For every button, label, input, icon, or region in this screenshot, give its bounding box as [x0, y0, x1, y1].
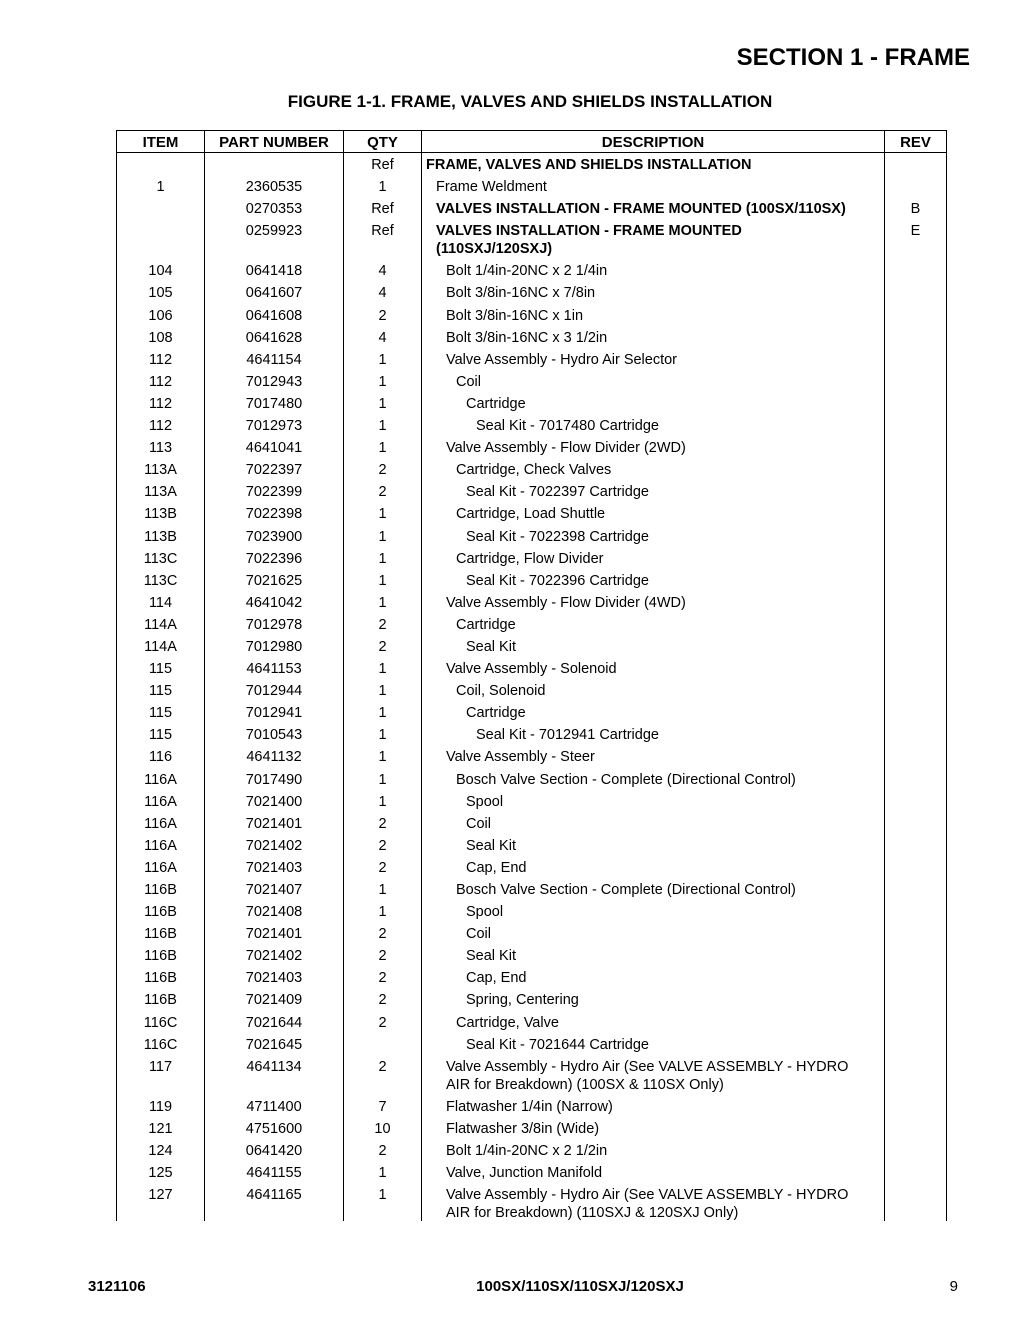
description-text: Coil — [466, 926, 491, 943]
description-cell — [456, 616, 880, 634]
table-row — [117, 591, 946, 613]
part-number-cell: 7012973 — [245, 418, 303, 435]
description-cell — [466, 638, 880, 656]
footer-models: 100SX/110SX/110SXJ/120SXJ — [476, 1278, 684, 1295]
description-text: Valve Assembly - Flow Divider (4WD) — [446, 594, 686, 611]
qty-cell: 1 — [378, 528, 387, 545]
part-number-cell: 7021401 — [245, 926, 303, 943]
part-number-cell: 7023900 — [245, 528, 303, 545]
item-cell: 116C — [143, 1036, 178, 1053]
item-cell: 115 — [148, 705, 173, 722]
qty-cell: 2 — [378, 948, 387, 965]
qty-cell: 2 — [378, 1014, 387, 1031]
item-cell: 127 — [148, 1187, 173, 1204]
description-cell — [436, 222, 880, 258]
description-text: Bosch Valve Section - Complete (Directional Control) — [456, 882, 796, 898]
description-cell — [456, 771, 880, 789]
description-text: Seal Kit - 7022398 Cartridge — [466, 528, 649, 545]
description-cell — [456, 881, 880, 899]
item-cell: 116B — [144, 882, 177, 898]
item-cell: 115 — [148, 683, 173, 700]
description-cell — [446, 594, 880, 612]
qty-cell: 2 — [378, 815, 387, 832]
description-text: Seal Kit — [466, 837, 516, 854]
description-text: Seal Kit — [466, 638, 516, 655]
description-cell — [446, 1120, 880, 1138]
table-row — [117, 1161, 946, 1183]
description-text: Seal Kit - 7021644 Cartridge — [466, 1036, 649, 1053]
table-row — [117, 219, 946, 259]
table-row — [117, 304, 946, 326]
qty-cell: 1 — [378, 727, 387, 744]
part-number-cell: 0270353 — [245, 201, 303, 218]
qty-cell: 2 — [378, 859, 387, 876]
footer-page-number: 9 — [949, 1278, 958, 1295]
qty-cell: 2 — [378, 1058, 387, 1075]
part-number-cell: 4751600 — [245, 1120, 303, 1137]
description-text: Cartridge — [456, 616, 516, 633]
item-cell: 106 — [148, 307, 173, 324]
description-text: Valve Assembly - Solenoid — [446, 661, 617, 678]
qty-cell: 1 — [378, 749, 387, 766]
description-text: Bolt 3/8in-16NC x 1in — [446, 307, 584, 324]
section-title: SECTION 1 - FRAME — [736, 44, 970, 71]
table-row — [117, 392, 946, 414]
table-row — [117, 1183, 946, 1223]
part-number-cell: 7021644 — [245, 1014, 303, 1031]
description-text: Bolt 1/4in-20NC x 2 1/4in — [446, 263, 608, 280]
table-row — [117, 701, 946, 723]
item-cell: 115 — [148, 727, 173, 744]
table-row — [117, 966, 946, 988]
table-row — [117, 569, 946, 591]
description-cell — [456, 682, 880, 700]
description-text: Valve Assembly - Hydro Air Selector — [446, 351, 678, 368]
description-text: Seal Kit - 7017480 Cartridge — [476, 418, 659, 435]
item-cell: 116A — [144, 837, 177, 854]
item-cell: 113C — [143, 550, 178, 567]
table-row — [117, 1095, 946, 1117]
description-text: VALVES INSTALLATION - FRAME MOUNTED — [436, 223, 742, 240]
part-number-cell: 7021408 — [245, 904, 303, 921]
description-text: Spool — [466, 904, 504, 921]
qty-cell: 1 — [378, 395, 387, 412]
qty-cell: 1 — [378, 683, 387, 700]
part-number-cell: 4641165 — [246, 1187, 302, 1204]
item-cell: 121 — [148, 1120, 173, 1137]
description-text: Valve Assembly - Hydro Air (See VALVE ASSEMBLY - HYDRO — [446, 1187, 849, 1204]
qty-cell: 1 — [378, 1165, 387, 1182]
table-row — [117, 988, 946, 1010]
item-cell: 116B — [144, 926, 177, 943]
header-description: DESCRIPTION — [601, 134, 705, 151]
item-cell: 116B — [144, 948, 177, 965]
description-text: Bolt 1/4in-20NC x 2 1/2in — [446, 1143, 608, 1160]
description-text: Valve Assembly - Flow Divider (2WD) — [446, 440, 686, 457]
description-cell — [466, 903, 880, 921]
part-number-cell: 7012944 — [245, 683, 303, 700]
part-number-cell: 7017480 — [245, 395, 303, 412]
description-cell — [446, 262, 880, 280]
description-cell — [476, 417, 880, 435]
qty-cell: 1 — [378, 373, 387, 390]
description-cell — [446, 660, 880, 678]
item-cell: 114 — [148, 594, 173, 611]
description-cell — [456, 1014, 880, 1032]
description-text: Coil — [466, 815, 491, 832]
part-number-cell: 7021403 — [245, 859, 303, 876]
part-number-cell: 7022396 — [245, 550, 303, 567]
table-row — [117, 900, 946, 922]
rev-cell: B — [910, 201, 921, 218]
part-number-cell: 7021401 — [245, 815, 303, 832]
description-cell — [446, 1142, 880, 1160]
table-row — [117, 480, 946, 502]
qty-cell: 2 — [378, 926, 387, 943]
part-number-cell: 0641418 — [245, 263, 303, 280]
part-number-cell: 7021409 — [245, 992, 303, 1009]
table-row — [117, 723, 946, 745]
table-row — [117, 679, 946, 701]
header-item: ITEM — [142, 134, 179, 151]
qty-cell: 2 — [378, 992, 387, 1009]
table-row — [117, 812, 946, 834]
part-number-cell: 7022398 — [245, 506, 303, 523]
table-row — [117, 197, 946, 219]
description-cell — [446, 1098, 880, 1116]
qty-cell: 1 — [378, 882, 387, 898]
description-text-continued: AIR for Breakdown) (110SXJ & 120SXJ Only) — [446, 1205, 739, 1222]
part-number-cell: 7021625 — [245, 572, 303, 589]
qty-cell: Ref — [371, 223, 394, 240]
part-number-cell: 7021407 — [245, 882, 303, 898]
description-text: Cartridge — [466, 705, 526, 722]
item-cell: 115 — [148, 661, 173, 678]
description-cell — [436, 200, 880, 218]
description-cell — [466, 395, 880, 413]
description-cell — [466, 969, 880, 987]
part-number-cell: 4641042 — [245, 594, 303, 611]
rev-cell: E — [910, 223, 921, 240]
table-row — [117, 281, 946, 303]
qty-cell: 10 — [374, 1120, 391, 1137]
description-text: Seal Kit - 7022397 Cartridge — [466, 484, 649, 501]
description-cell — [466, 572, 880, 590]
table-row — [117, 259, 946, 281]
description-text: Seal Kit - 7012941 Cartridge — [476, 727, 659, 744]
footer-doc-number: 3121106 — [88, 1278, 146, 1295]
qty-cell: Ref — [371, 201, 394, 218]
part-number-cell: 4641154 — [246, 351, 302, 368]
description-text: Flatwasher 3/8in (Wide) — [446, 1120, 600, 1137]
part-number-cell: 7012978 — [245, 616, 303, 633]
item-cell: 114A — [144, 638, 177, 655]
description-text: Coil — [456, 373, 481, 390]
description-cell — [446, 329, 880, 347]
description-text: VALVES INSTALLATION - FRAME MOUNTED (100SX/110SX) — [436, 201, 846, 218]
part-number-cell: 7021645 — [245, 1036, 303, 1053]
table-row — [117, 1033, 946, 1055]
item-cell: 113 — [148, 440, 173, 457]
table-row — [117, 348, 946, 370]
table-row — [117, 414, 946, 436]
qty-cell: 4 — [378, 329, 387, 346]
qty-cell: 2 — [378, 1143, 387, 1160]
table-row — [117, 1117, 946, 1139]
description-text: Cap, End — [466, 859, 527, 876]
figure-title: FIGURE 1-1. FRAME, VALVES AND SHIELDS INSTALLATION — [287, 92, 773, 111]
part-number-cell: 7021402 — [245, 837, 303, 854]
description-cell — [466, 483, 880, 501]
description-cell — [456, 461, 880, 479]
table-row — [117, 613, 946, 635]
qty-cell: 2 — [378, 484, 387, 501]
part-number-cell: 7022397 — [245, 462, 303, 479]
part-number-cell: 0641607 — [245, 285, 303, 302]
part-number-cell: 7012943 — [245, 373, 303, 390]
table-row — [117, 834, 946, 856]
item-cell: 108 — [148, 329, 173, 346]
description-cell — [446, 351, 880, 369]
part-number-cell: 4641132 — [246, 749, 302, 766]
item-cell: 112 — [148, 351, 173, 368]
description-cell — [456, 550, 880, 568]
table-row — [117, 635, 946, 657]
item-cell: 113A — [144, 484, 177, 501]
qty-cell: 2 — [378, 307, 387, 324]
qty-cell: 1 — [378, 418, 387, 435]
description-text: Cartridge, Check Valves — [456, 462, 612, 479]
table-row — [117, 1139, 946, 1161]
qty-cell: 1 — [378, 705, 387, 722]
description-text: Cartridge, Valve — [456, 1014, 559, 1031]
description-cell — [466, 837, 880, 855]
item-cell: 125 — [148, 1165, 173, 1182]
description-cell — [466, 991, 880, 1009]
item-cell: 113B — [144, 528, 177, 545]
qty-cell: 2 — [378, 616, 387, 633]
qty-cell: 2 — [378, 970, 387, 987]
item-cell: 116A — [144, 859, 177, 876]
qty-cell: 1 — [378, 440, 387, 457]
table-row — [117, 922, 946, 944]
table-row — [117, 370, 946, 392]
description-cell — [446, 748, 880, 766]
table-row — [117, 878, 946, 900]
header-part-number: PART NUMBER — [219, 134, 329, 151]
item-cell: 113B — [144, 506, 177, 523]
part-number-cell: 2360535 — [245, 179, 303, 196]
description-text: Cap, End — [466, 970, 527, 987]
qty-cell: 1 — [378, 904, 387, 921]
qty-cell: Ref — [371, 157, 394, 173]
description-cell — [446, 439, 880, 457]
part-number-cell: 4641041 — [245, 440, 303, 457]
item-cell: 116A — [144, 771, 177, 788]
description-text-continued: (110SXJ/120SXJ) — [436, 241, 553, 258]
description-text: Valve Assembly - Hydro Air (See VALVE ASSEMBLY - HYDRO — [446, 1058, 849, 1075]
part-number-cell: 7017490 — [245, 771, 303, 788]
qty-cell: 4 — [378, 263, 387, 280]
qty-cell: 1 — [378, 351, 387, 368]
description-cell — [436, 178, 880, 196]
description-text: Cartridge, Load Shuttle — [456, 506, 606, 523]
part-number-cell: 7012941 — [245, 705, 303, 722]
item-cell: 105 — [148, 285, 173, 302]
description-text: Bolt 3/8in-16NC x 7/8in — [446, 285, 596, 302]
item-cell: 114A — [144, 616, 177, 633]
item-cell: 104 — [148, 263, 173, 280]
description-text: Bosch Valve Section - Complete (Directional Control) — [456, 771, 796, 788]
description-text: Bolt 3/8in-16NC x 3 1/2in — [446, 329, 608, 346]
item-cell: 112 — [148, 373, 173, 390]
table-row — [117, 1011, 946, 1033]
part-number-cell: 7021400 — [245, 793, 303, 810]
part-number-cell: 0259923 — [245, 223, 303, 240]
description-cell — [446, 1164, 880, 1182]
item-cell: 116B — [144, 992, 177, 1009]
description-text: FRAME, VALVES AND SHIELDS INSTALLATION — [426, 157, 752, 173]
description-text: Valve, Junction Manifold — [446, 1165, 603, 1182]
table-row — [117, 436, 946, 458]
qty-cell: 1 — [378, 661, 387, 678]
item-cell: 116A — [144, 815, 177, 832]
table-row — [117, 745, 946, 767]
part-number-cell: 7021403 — [245, 970, 303, 987]
description-text-continued: AIR for Breakdown) (100SX & 110SX Only) — [446, 1076, 724, 1093]
table-row — [117, 790, 946, 812]
description-text: Valve Assembly - Steer — [446, 749, 595, 766]
item-cell: 1 — [156, 179, 165, 196]
description-cell — [466, 793, 880, 811]
part-number-cell: 7012980 — [245, 638, 303, 655]
table-row — [117, 458, 946, 480]
description-cell — [446, 1186, 880, 1222]
description-text: Seal Kit - 7022396 Cartridge — [466, 572, 649, 589]
part-number-cell: 4641153 — [246, 661, 302, 678]
description-cell — [446, 284, 880, 302]
table-body — [117, 153, 946, 1223]
description-cell — [466, 528, 880, 546]
description-text: Seal Kit — [466, 948, 516, 965]
description-text: Flatwasher 1/4in (Narrow) — [446, 1098, 613, 1115]
qty-cell: 4 — [378, 285, 387, 302]
item-cell: 116C — [143, 1014, 178, 1031]
item-cell: 116 — [148, 749, 173, 766]
qty-cell: 1 — [378, 179, 387, 196]
part-number-cell: 4641134 — [246, 1058, 302, 1075]
item-cell: 124 — [148, 1143, 173, 1160]
table-row — [117, 153, 946, 175]
part-number-cell: 0641628 — [245, 329, 303, 346]
item-cell: 119 — [148, 1098, 173, 1115]
part-number-cell: 4711400 — [246, 1098, 302, 1115]
table-row — [117, 768, 946, 790]
description-cell — [426, 156, 880, 174]
description-cell — [466, 925, 880, 943]
description-cell — [456, 373, 880, 391]
description-text: Spring, Centering — [466, 992, 579, 1009]
qty-cell: 1 — [378, 771, 387, 788]
header-qty: QTY — [367, 134, 398, 151]
table-row — [117, 175, 946, 197]
description-text: Spool — [466, 793, 504, 810]
item-cell: 116B — [144, 904, 177, 921]
item-cell: 116A — [144, 793, 177, 810]
table-row — [117, 1055, 946, 1095]
qty-cell: 1 — [378, 1187, 387, 1204]
part-number-cell: 7010543 — [245, 727, 303, 744]
qty-cell: 1 — [378, 572, 387, 589]
table-row — [117, 547, 946, 569]
part-number-cell: 7022399 — [245, 484, 303, 501]
description-cell — [466, 1036, 880, 1054]
table-row — [117, 525, 946, 547]
description-text: Cartridge — [466, 395, 526, 412]
qty-cell: 2 — [378, 638, 387, 655]
item-cell: 116B — [144, 970, 177, 987]
table-row — [117, 944, 946, 966]
part-number-cell: 7021402 — [245, 948, 303, 965]
description-cell — [476, 726, 880, 744]
description-cell — [446, 307, 880, 325]
table-row — [117, 502, 946, 524]
item-cell: 117 — [148, 1058, 173, 1075]
qty-cell: 1 — [378, 594, 387, 611]
part-number-cell: 4641155 — [246, 1165, 302, 1182]
description-cell — [466, 704, 880, 722]
description-cell — [456, 505, 880, 523]
table-row — [117, 657, 946, 679]
description-text: Frame Weldment — [436, 179, 547, 196]
description-cell — [466, 815, 880, 833]
qty-cell: 1 — [378, 506, 387, 523]
description-text: Cartridge, Flow Divider — [456, 550, 604, 567]
qty-cell: 2 — [378, 462, 387, 479]
table-row — [117, 326, 946, 348]
item-cell: 112 — [148, 395, 173, 412]
description-text: Coil, Solenoid — [456, 683, 546, 700]
table-row — [117, 856, 946, 878]
qty-cell: 7 — [378, 1098, 387, 1115]
description-cell — [446, 1058, 880, 1094]
item-cell: 113A — [144, 462, 177, 479]
qty-cell: 2 — [378, 837, 387, 854]
item-cell: 113C — [143, 572, 178, 589]
description-cell — [466, 859, 880, 877]
table-header — [117, 130, 946, 153]
part-number-cell: 0641608 — [245, 307, 303, 324]
header-rev: REV — [900, 134, 931, 151]
description-cell — [466, 947, 880, 965]
qty-cell: 1 — [378, 550, 387, 567]
item-cell: 112 — [148, 418, 173, 435]
parts-table — [116, 130, 947, 1221]
part-number-cell: 0641420 — [245, 1143, 303, 1160]
qty-cell: 1 — [378, 793, 387, 810]
